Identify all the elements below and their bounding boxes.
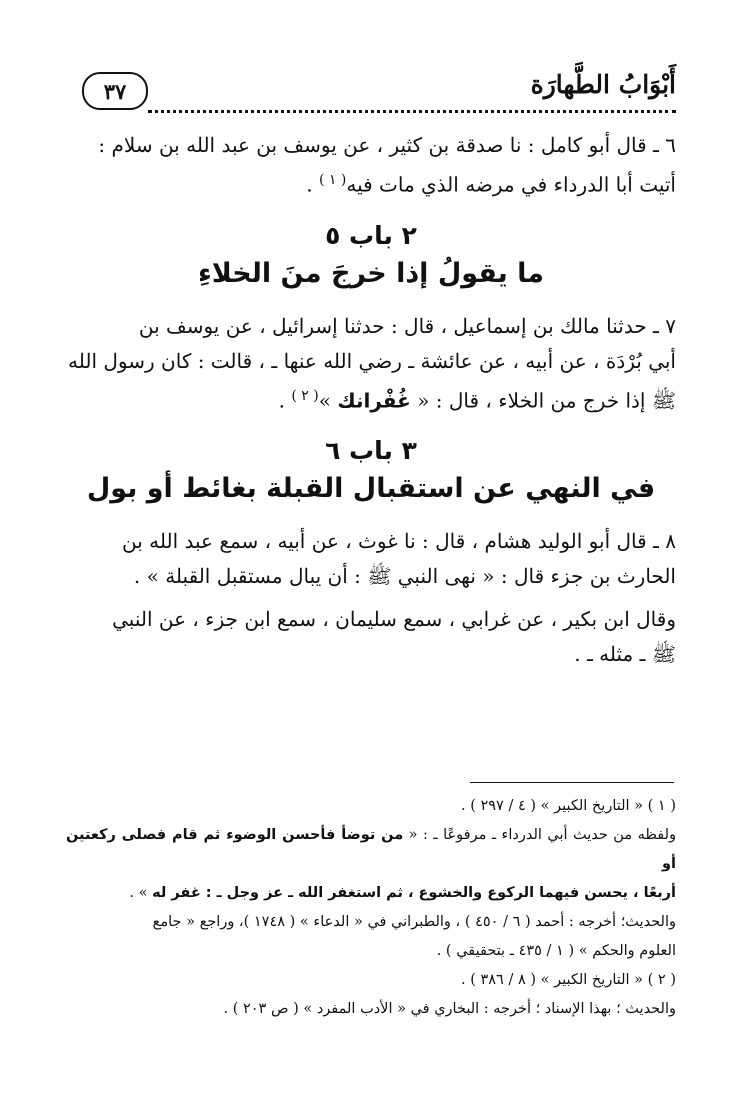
hadith-8-line-1: ٨ ـ قال أبو الوليد هشام ، قال : نا غوث ، عن أبيه ، سمع عبد الله بن (122, 529, 676, 554)
hadith-7-line-3a: ﷺ إذا خرج من الخلاء ، قال : « (410, 388, 676, 413)
hadith-8b-line-1: وقال ابن بكير ، عن غرابي ، سمع سليمان ، سمع ابن جزء ، عن النبي (112, 607, 676, 632)
hadith-6-line-2: أتيت أبا الدرداء في مرضه الذي مات فيه (346, 172, 676, 197)
footnote-1-line-5: العلوم والحكم » ( ١ / ٤٣٥ ـ بتحقيقي ) . (436, 943, 676, 959)
footnote-1-line-2a: ولفظه من حديث أبي الدرداء ـ مرفوعًا ـ : « (403, 827, 676, 843)
hadith-7 (66, 309, 676, 419)
hadith-7-line-1: ٧ ـ حدثنا مالك بن إسماعيل ، قال : حدثنا إسرائيل ، عن يوسف بن (138, 313, 676, 338)
paragraph-gap (66, 594, 676, 602)
bab-6-title: في النهي عن استقبال القبلة بغائط أو بول (86, 473, 656, 505)
hadith-6-line-1: ٦ ـ قال أبو كامل : نا صدقة بن كثير ، عن يوسف بن عبد الله بن سلام : (98, 133, 676, 157)
hadith-8 (66, 524, 676, 594)
footnote-1-line-3-end: » . (129, 885, 153, 901)
footnote-1-line-4: والحديث؛ أخرجه : أحمد ( ٦ / ٤٥٠ ) ، والطبراني في « الدعاء » ( ١٧٤٨ )، وراجع « جامع (152, 914, 676, 930)
running-title: أَبْوَابُ الطَّهارَة (530, 70, 676, 99)
hadith-7-bold: غُفْرانك (337, 388, 411, 413)
hadith-6 (66, 128, 676, 203)
hadith-7-end: . (278, 388, 292, 413)
header-dotted-rule (148, 110, 676, 113)
bab-5-number: ٢ باب ٥ (325, 220, 417, 250)
footnote-2-line-1: ( ٢ ) « التاريخ الكبير » ( ٨ / ٣٨٦ ) . (460, 972, 676, 988)
bab-5-title: ما يقولُ إذا خرجَ منَ الخلاءِ (197, 257, 545, 289)
page-number: ٣٧ (82, 72, 148, 110)
hadith-7-line-2: أبي بُرْدَة ، عن أبيه ، عن عائشة ـ رضي الله عنها ـ ، قالت : كان رسول الله (68, 348, 676, 373)
footnote-rule (470, 782, 674, 783)
footnote-1-line-2-bold: من توضأ فأحسن الوضوء ثم قام فصلى ركعتين أو (66, 827, 676, 872)
hadith-8b-line-2: ﷺ ـ مثله ـ . (574, 642, 676, 667)
footnote-1-line-3-bold: أربعًا ، يحسن فيهما الركوع والخشوع ، ثم استغفر الله ـ عز وجل ـ : غفر له (152, 885, 676, 901)
footnote-2-line-2: والحديث ؛ بهذا الإسناد ؛ أخرجه : البخاري في « الأدب المفرد » ( ص ٢٠٣ ) . (223, 1001, 676, 1017)
footnotes (66, 792, 676, 1024)
bab-6-number: ٣ باب ٦ (325, 436, 417, 466)
page-body (66, 128, 676, 672)
hadith-8-supplement (66, 602, 676, 672)
footnote-ref-2: ( ٢ ) (291, 387, 319, 404)
page-header (82, 66, 676, 118)
footnote-ref-1: ( ١ ) (318, 172, 347, 188)
footnote-1-line-1: ( ١ ) « التاريخ الكبير » ( ٤ / ٢٩٧ ) . (460, 798, 676, 814)
hadith-8-line-2: الحارث بن جزء قال : « نهى النبي ﷺ : أن يبال مستقبل القبلة » . (133, 564, 676, 589)
footnote-1 (66, 792, 676, 966)
hadith-6-end: . (306, 172, 319, 197)
hadith-7-line-3b: » (318, 388, 338, 413)
footnote-2 (66, 966, 676, 1024)
